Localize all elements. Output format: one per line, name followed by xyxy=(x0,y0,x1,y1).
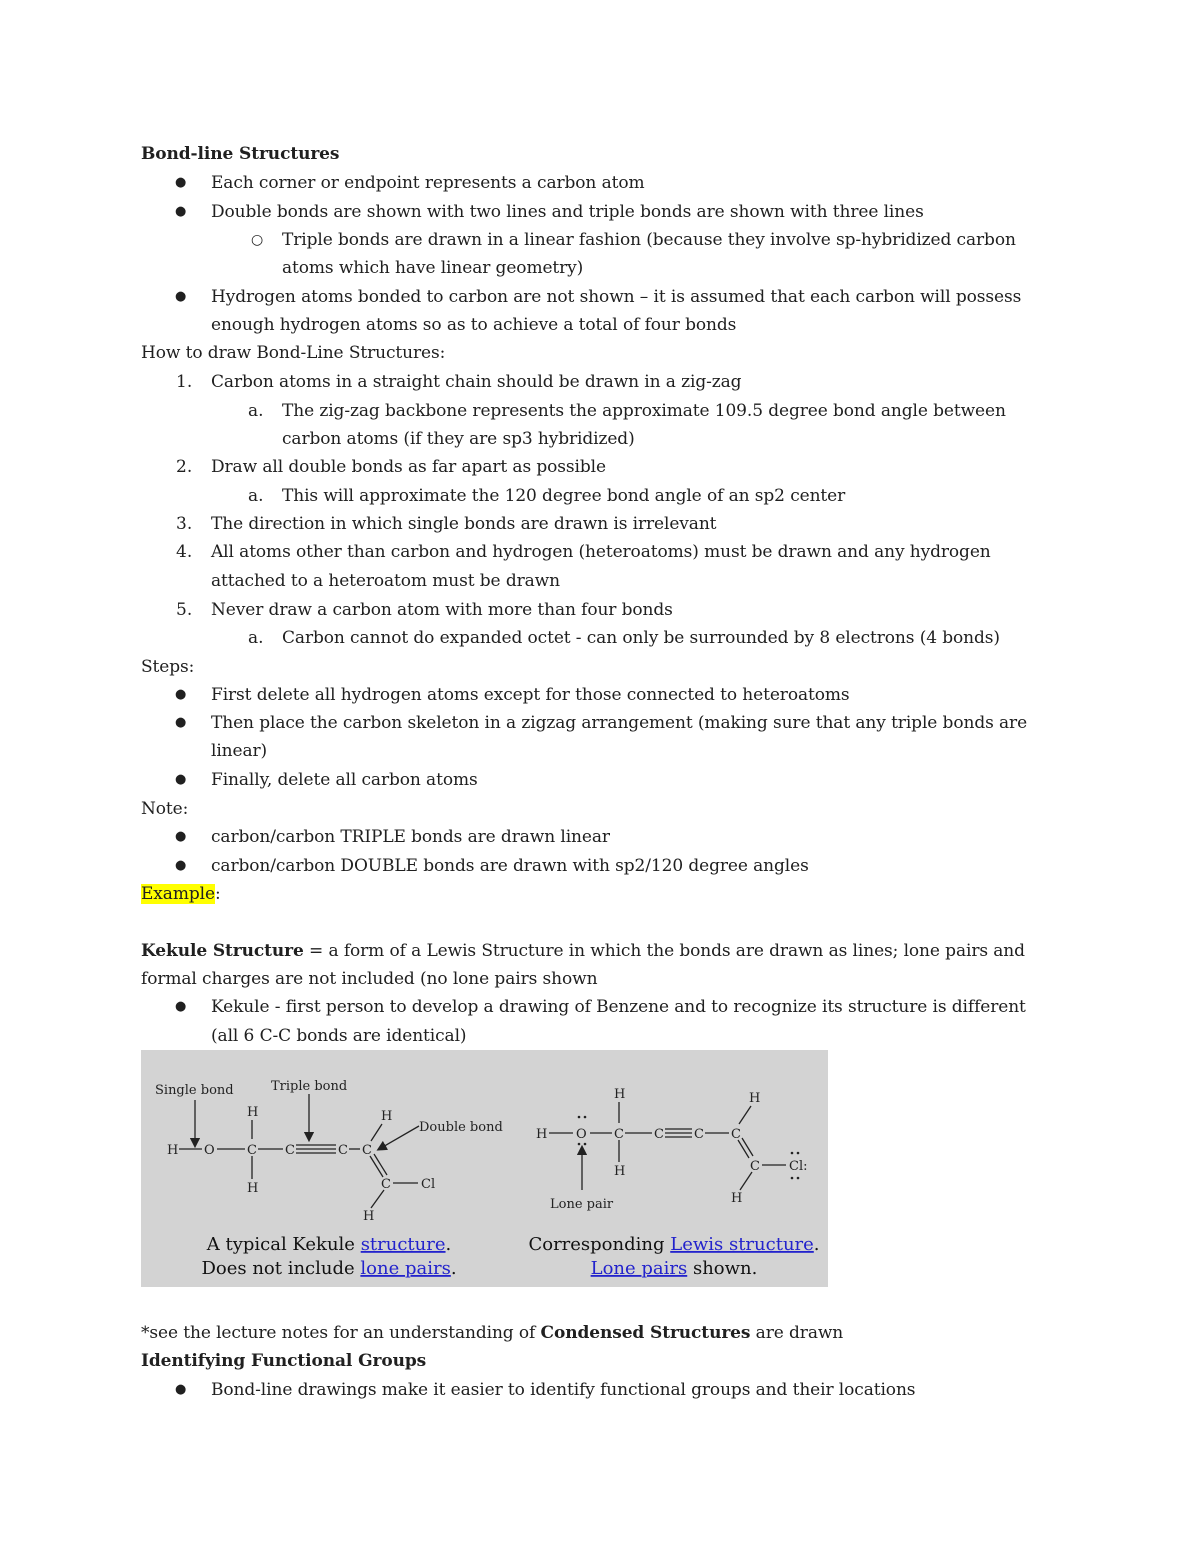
atom-h: H xyxy=(749,1091,761,1106)
sub-bullet-marker: ○ xyxy=(251,232,264,248)
steps-heading: Steps: xyxy=(141,657,195,677)
label-single-bond: Single bond xyxy=(155,1083,234,1098)
bullet-marker: ● xyxy=(175,858,187,873)
atom-h: H xyxy=(536,1127,548,1142)
list-item-text: Carbon atoms in a straight chain should be drawn in a zig-zag xyxy=(211,372,742,392)
example-line xyxy=(141,882,221,906)
list-item-text: Never draw a carbon atom with more than four bonds xyxy=(211,600,673,620)
list-item-text: Draw all double bonds as far apart as possible xyxy=(211,457,606,477)
note-heading: Note: xyxy=(141,799,189,819)
atom-h: H xyxy=(731,1191,743,1206)
example-colon: : xyxy=(214,884,221,904)
atom-c: C xyxy=(750,1159,760,1174)
bullet-marker: ● xyxy=(175,175,187,190)
see-lecture-notes: *see the lecture notes for an understanding of Condensed Structures are drawn xyxy=(141,1323,844,1343)
sub-bullet-text: Triple bonds are drawn in a linear fashion (because they involve sp-hybridized carbon xyxy=(282,230,1016,250)
list-number: 4. xyxy=(176,542,193,562)
bullet-marker: ● xyxy=(175,687,187,702)
atom-c: C xyxy=(731,1127,741,1142)
bullet-text: (all 6 C-C bonds are identical) xyxy=(211,1026,467,1046)
atom-h: H xyxy=(167,1143,179,1158)
left-caption-line-1: A typical Kekule structure. xyxy=(206,1234,452,1255)
label-double-bond: Double bond xyxy=(419,1120,503,1135)
atom-c: C xyxy=(654,1127,664,1142)
structure-link[interactable]: structure xyxy=(360,1234,446,1255)
atom-c: C xyxy=(362,1143,372,1158)
sub-bullet-text: atoms which have linear geometry) xyxy=(282,258,584,278)
list-item-text: All atoms other than carbon and hydrogen (heteroatoms) must be drawn and any hydrogen xyxy=(211,542,991,562)
sub-list-text: This will approximate the 120 degree bond angle of an sp2 center xyxy=(282,486,846,506)
list-item-text: The direction in which single bonds are drawn is irrelevant xyxy=(211,514,717,534)
bullet-text: Bond-line drawings make it easier to identify functional groups and their locations xyxy=(211,1380,916,1400)
list-number: 2. xyxy=(176,457,193,477)
bullet-text: Each corner or endpoint represents a carbon atom xyxy=(211,173,645,193)
bullet-marker: ● xyxy=(175,715,187,730)
sub-list-letter: a. xyxy=(248,486,264,506)
label-lone-pair: Lone pair xyxy=(550,1197,614,1212)
sub-list-text: Carbon cannot do expanded octet - can only be surrounded by 8 electrons (4 bonds) xyxy=(282,628,1000,648)
atom-h: H xyxy=(247,1105,259,1120)
lewis-structure-link[interactable]: Lewis structure xyxy=(670,1234,814,1255)
list-number: 5. xyxy=(176,600,193,620)
kekule-def-text-2: formal charges are not included (no lone pairs shown xyxy=(141,969,598,989)
sub-list-letter: a. xyxy=(248,628,264,648)
bullet-text: enough hydrogen atoms so as to achieve a total of four bonds xyxy=(211,315,737,335)
howto-heading: How to draw Bond-Line Structures: xyxy=(141,343,446,363)
kekule-def-text: = a form of a Lewis Structure in which the bonds are drawn as lines; lone pairs and xyxy=(303,941,1025,961)
bullet-text: carbon/carbon DOUBLE bonds are drawn with sp2/120 degree angles xyxy=(211,856,809,876)
section-heading-bond-line: Bond-line Structures xyxy=(141,144,340,164)
kekule-definition xyxy=(141,939,1025,963)
bullet-marker: ● xyxy=(175,999,187,1014)
list-number: 3. xyxy=(176,514,193,534)
condensed-structures-term: Condensed Structures xyxy=(540,1323,751,1343)
atom-h: H xyxy=(614,1164,626,1179)
right-caption-line-2: Lone pairs shown. xyxy=(590,1258,758,1279)
section-heading-functional-groups: Identifying Functional Groups xyxy=(141,1351,427,1371)
atom-c: C xyxy=(694,1127,704,1142)
atom-cl: Cl: xyxy=(789,1159,808,1174)
bullet-text: Hydrogen atoms bonded to carbon are not shown – it is assumed that each carbon will possess xyxy=(211,287,1022,307)
bullet-marker: ● xyxy=(175,829,187,844)
atom-c: C xyxy=(285,1143,295,1158)
bullet-text: Double bonds are shown with two lines and triple bonds are shown with three lines xyxy=(211,202,924,222)
lone-pairs-link[interactable]: lone pairs xyxy=(360,1258,451,1279)
bullet-text: First delete all hydrogen atoms except for those connected to heteroatoms xyxy=(211,685,850,705)
bullet-text: Kekule - first person to develop a drawing of Benzene and to recognize its structure is different xyxy=(211,997,1026,1017)
right-caption-line-1: Corresponding Lewis structure. xyxy=(528,1234,820,1255)
atom-c: C xyxy=(381,1177,391,1192)
bullet-text: Finally, delete all carbon atoms xyxy=(211,770,478,790)
bullet-marker: ● xyxy=(175,1382,187,1397)
bullet-text: Then place the carbon skeleton in a zigzag arrangement (making sure that any triple bonds are xyxy=(211,713,1028,733)
lone-pairs-link[interactable]: Lone pairs xyxy=(590,1258,688,1279)
sub-list-text: The zig-zag backbone represents the approximate 109.5 degree bond angle between xyxy=(282,401,1006,421)
bullet-text: carbon/carbon TRIPLE bonds are drawn linear xyxy=(211,827,610,847)
atom-h: H xyxy=(247,1181,259,1196)
bullet-marker: ● xyxy=(175,204,187,219)
atom-h: H xyxy=(381,1109,393,1124)
label-triple-bond: Triple bond xyxy=(271,1079,348,1094)
atom-o: O xyxy=(576,1127,587,1142)
atom-o: O xyxy=(204,1143,215,1158)
atom-h: H xyxy=(614,1087,626,1102)
atom-h: H xyxy=(363,1209,375,1224)
bullet-text: linear) xyxy=(211,741,268,761)
sub-list-text: carbon atoms (if they are sp3 hybridized) xyxy=(282,429,635,449)
bullet-marker: ● xyxy=(175,772,187,787)
atom-c: C xyxy=(338,1143,348,1158)
example-label: Example xyxy=(141,884,215,904)
kekule-lewis-figure xyxy=(141,1050,828,1287)
left-caption-line-2: Does not include lone pairs. xyxy=(201,1258,457,1279)
structures-diagram xyxy=(141,1050,828,1287)
atom-cl: Cl xyxy=(421,1177,436,1192)
sub-list-letter: a. xyxy=(248,401,264,421)
kekule-term: Kekule Structure xyxy=(141,941,304,961)
bullet-marker: ● xyxy=(175,289,187,304)
list-number: 1. xyxy=(176,372,193,392)
list-item-text: attached to a heteroatom must be drawn xyxy=(211,571,560,591)
atom-c: C xyxy=(614,1127,624,1142)
atom-c: C xyxy=(247,1143,257,1158)
